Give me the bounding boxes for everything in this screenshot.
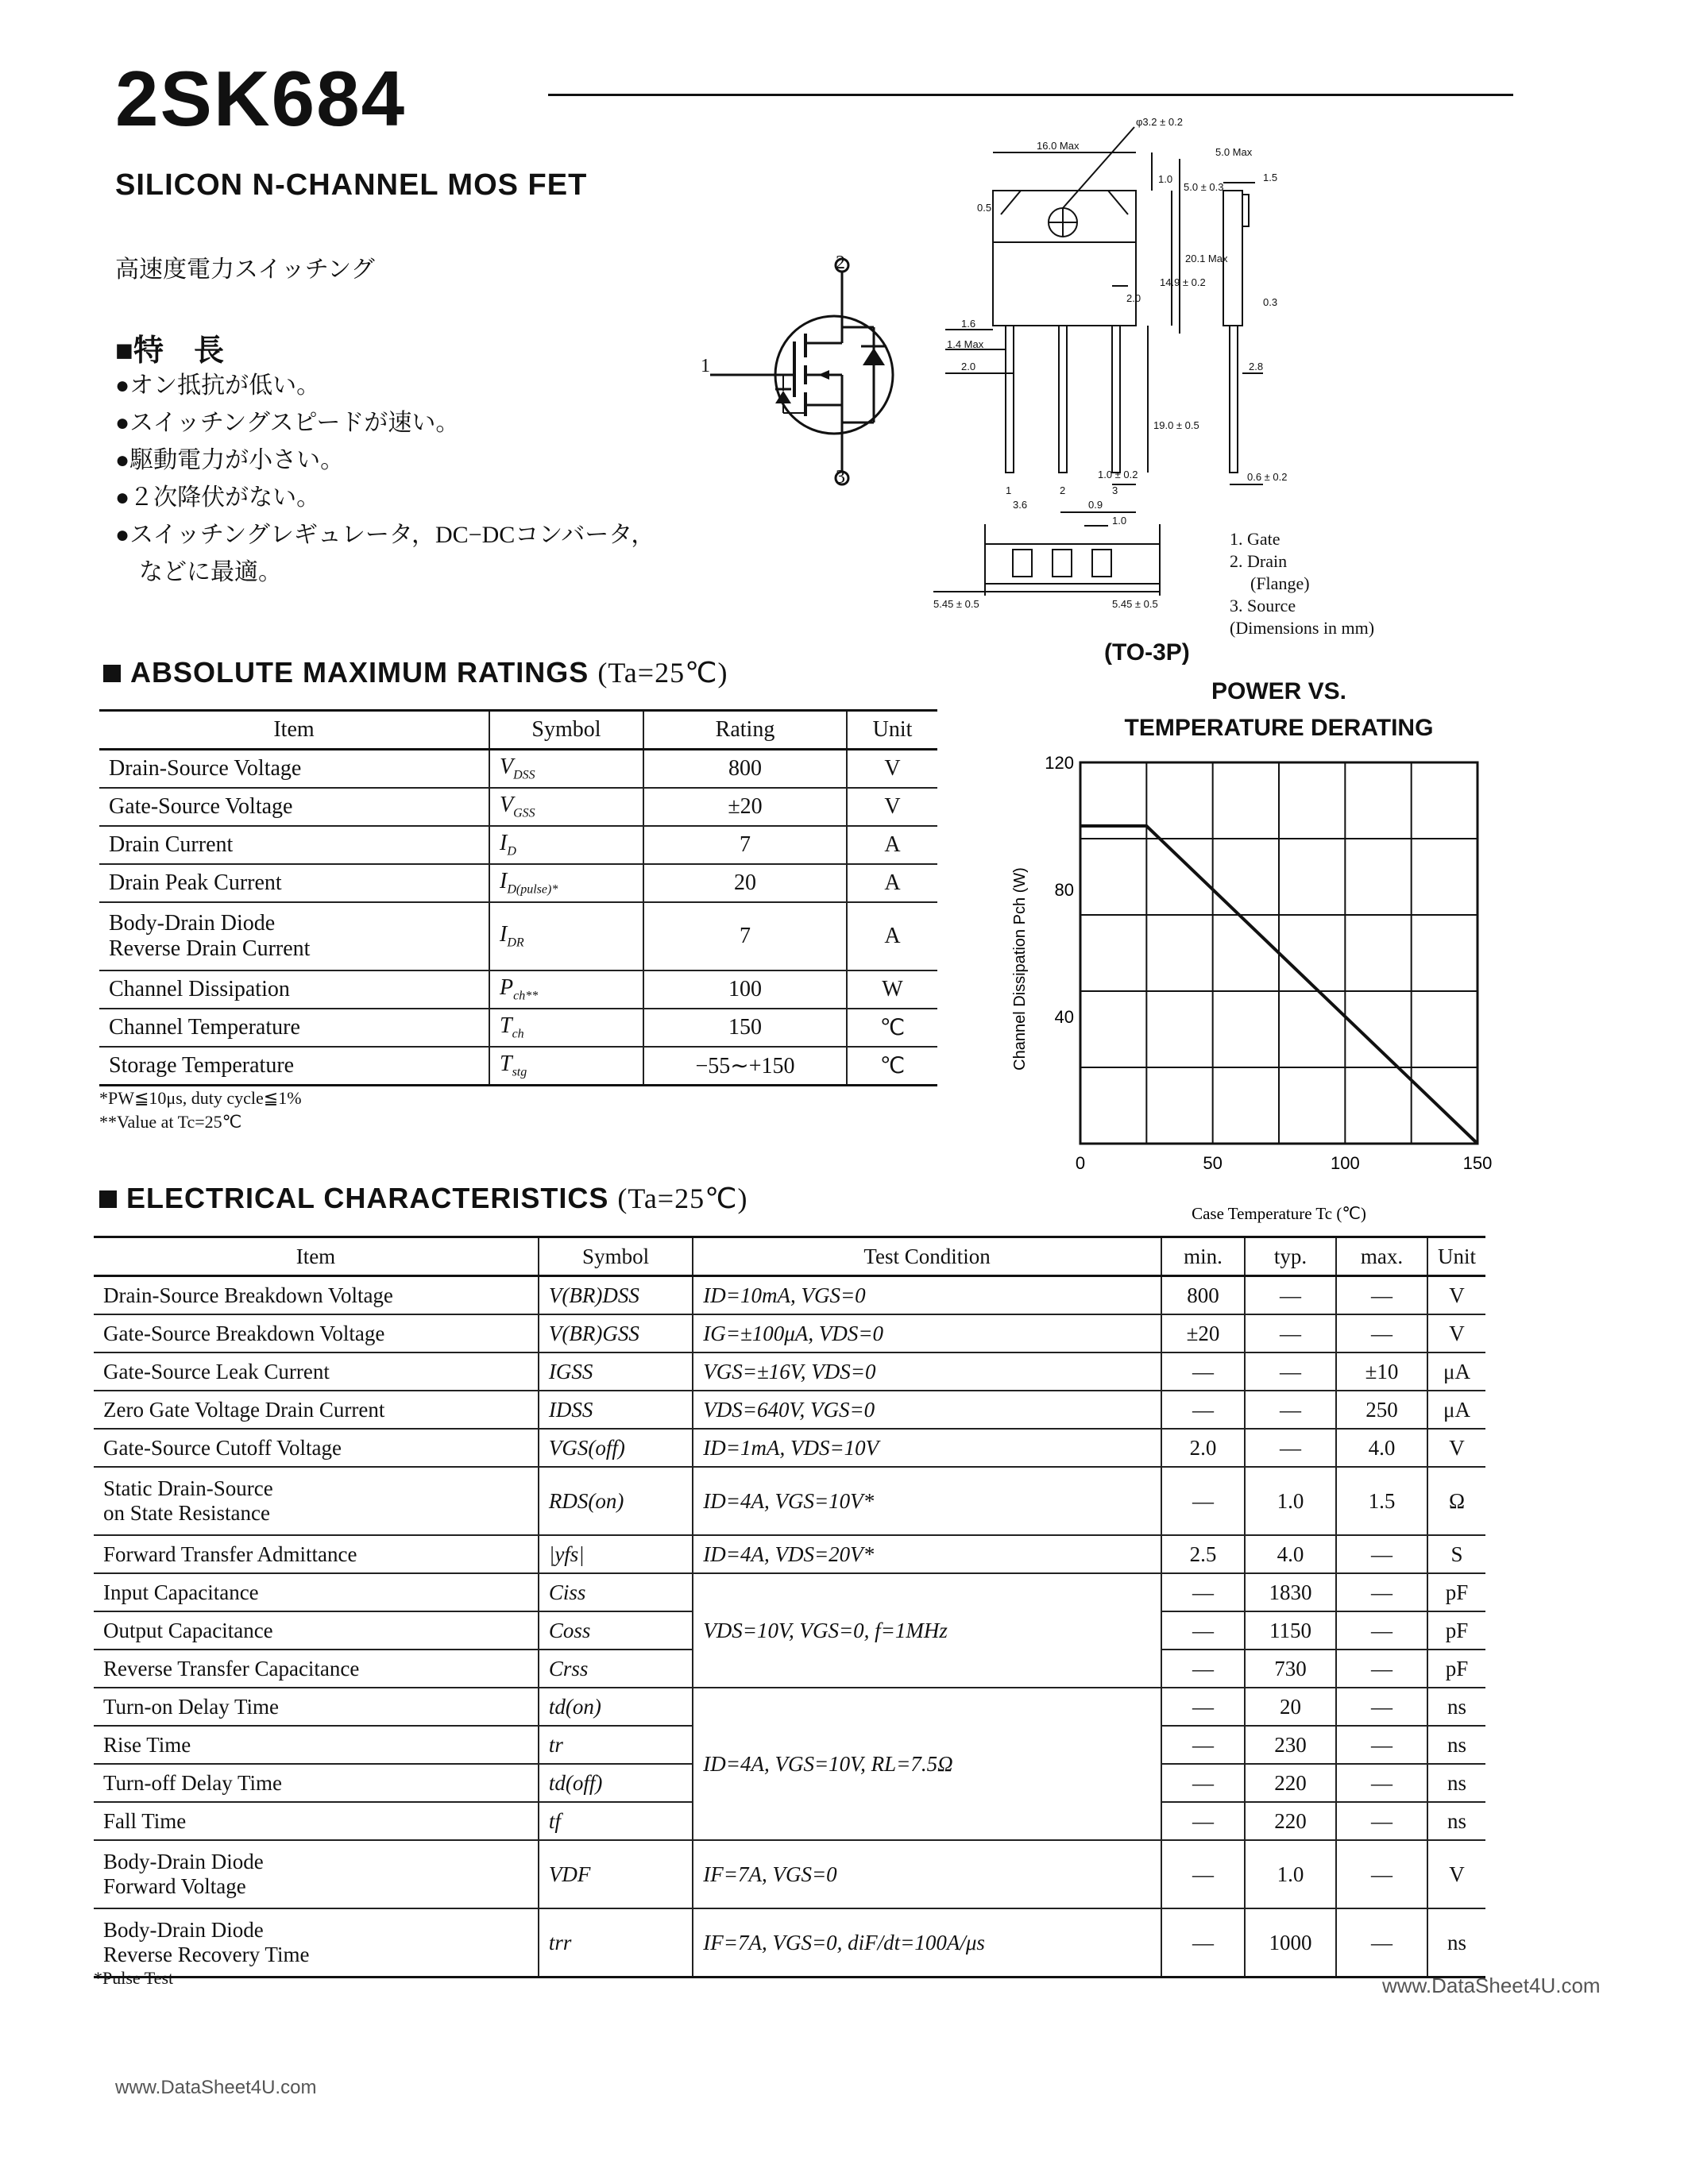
item-cell: Fall Time [94, 1802, 539, 1840]
dim-label: 2 [1060, 484, 1066, 496]
item-cell: Input Capacitance [94, 1573, 539, 1611]
abs-max-row [99, 902, 937, 970]
x-tick-label: 150 [1462, 1153, 1493, 1173]
abs-max-row [99, 788, 937, 826]
symbol-cell: VGS(off) [539, 1429, 693, 1467]
unit-cell: A [847, 902, 937, 970]
item-cell: Body-Drain Diode Reverse Recovery Time [94, 1908, 539, 1978]
elec-table [94, 1236, 1485, 1978]
col-header: Item [94, 1237, 539, 1276]
symbol-cell: |yfs| [539, 1535, 693, 1573]
pin-label: 2. Drain [1230, 551, 1288, 571]
unit-cell: pF [1427, 1650, 1485, 1688]
min-cell: — [1161, 1650, 1245, 1688]
abs-max-row [99, 826, 937, 864]
unit-cell: pF [1427, 1611, 1485, 1650]
symbol-cell: V(BR)DSS [539, 1276, 693, 1315]
col-header: Symbol [489, 711, 643, 750]
max-cell: 1.5 [1336, 1467, 1427, 1535]
symbol-cell: td(on) [539, 1688, 693, 1726]
unit-cell: μA [1427, 1391, 1485, 1429]
unit-cell: Ω [1427, 1467, 1485, 1535]
item-cell: Drain-Source Breakdown Voltage [94, 1276, 539, 1315]
typ-cell: 220 [1245, 1764, 1336, 1802]
typ-cell: 1830 [1245, 1573, 1336, 1611]
unit-cell: ℃ [847, 1009, 937, 1047]
rating-cell: 150 [643, 1009, 847, 1047]
condition-cell: ID=10mA, VGS=0 [693, 1276, 1161, 1315]
unit-cell: V [847, 788, 937, 826]
title-rule [548, 94, 1513, 96]
item-cell: Rise Time [94, 1726, 539, 1764]
symbol-cell: V(BR)GSS [539, 1314, 693, 1352]
condition-cell: IF=7A, VGS=0 [693, 1840, 1161, 1908]
unit-cell: ns [1427, 1688, 1485, 1726]
pin-label: 1. Gate [1230, 529, 1280, 549]
unit-cell: pF [1427, 1573, 1485, 1611]
condition-cell: VDS=10V, VGS=0, f=1MHz [693, 1573, 1161, 1688]
abs-max-heading: ABSOLUTE MAXIMUM RATINGS (Ta=25℃) [103, 656, 728, 689]
typ-cell: 20 [1245, 1688, 1336, 1726]
chart-title [1096, 673, 1462, 747]
pulse-test-note: *Pulse Test [94, 1968, 174, 1988]
unit-cell: V [847, 750, 937, 789]
dim-label: 1.0 [1112, 515, 1127, 527]
item-cell: Gate-Source Leak Current [94, 1352, 539, 1391]
dim-label: 1.4 Max [947, 338, 984, 350]
typ-cell: 1000 [1245, 1908, 1336, 1978]
condition-cell: ID=1mA, VDS=10V [693, 1429, 1161, 1467]
elec-row [94, 1840, 1485, 1908]
x-axis-label: Case Temperature Tc (℃) [1192, 1204, 1366, 1223]
abs-max-row [99, 864, 937, 902]
abs-max-notes [99, 1086, 302, 1134]
min-cell: 2.5 [1161, 1535, 1245, 1573]
symbol-cell: Ciss [539, 1573, 693, 1611]
dim-label: 20.1 Max [1185, 253, 1228, 264]
symbol-cell: RDS(on) [539, 1467, 693, 1535]
col-header: Rating [643, 711, 847, 750]
col-header: Unit [847, 711, 937, 750]
min-cell: 2.0 [1161, 1429, 1245, 1467]
max-cell: — [1336, 1908, 1427, 1978]
package-name: (TO-3P) [1104, 639, 1190, 666]
item-cell: Body-Drain Diode Reverse Drain Current [99, 902, 489, 970]
dim-label: 0.6 ± 0.2 [1247, 471, 1288, 483]
elec-row [94, 1276, 1485, 1315]
symbol-cell: tf [539, 1802, 693, 1840]
typ-cell: 4.0 [1245, 1535, 1336, 1573]
pin-1-label: 1 [701, 356, 710, 376]
part-number: 2SK684 [115, 55, 407, 142]
unit-cell: W [847, 970, 937, 1009]
typ-cell: — [1245, 1429, 1336, 1467]
item-cell: Turn-off Delay Time [94, 1764, 539, 1802]
dim-label: 19.0 ± 0.5 [1153, 419, 1199, 431]
item-cell: Static Drain-Source on State Resistance [94, 1467, 539, 1535]
typ-cell: 1150 [1245, 1611, 1336, 1650]
dim-label: 2.8 [1249, 361, 1264, 372]
col-header: Symbol [539, 1237, 693, 1276]
item-cell: Drain-Source Voltage [99, 750, 489, 789]
pin-label: (Flange) [1250, 573, 1310, 593]
max-cell: — [1336, 1611, 1427, 1650]
elec-row [94, 1688, 1485, 1726]
unit-cell: ns [1427, 1726, 1485, 1764]
abs-max-row [99, 1047, 937, 1086]
features-heading: ■特 長 [115, 334, 224, 368]
dim-label: 0.5 [977, 202, 992, 214]
symbol-cell: $T_{ch}$ [489, 1009, 643, 1047]
rating-cell: 800 [643, 750, 847, 789]
watermark-url[interactable]: www.DataSheet4U.com [1382, 1974, 1601, 1997]
abs-max-table [99, 709, 937, 1086]
condition-cell: IG=±100μA, VDS=0 [693, 1314, 1161, 1352]
col-header: max. [1336, 1237, 1427, 1276]
abs-max-row [99, 1009, 937, 1047]
symbol-cell: td(off) [539, 1764, 693, 1802]
min-cell: — [1161, 1726, 1245, 1764]
dim-label: 5.0 Max [1215, 146, 1253, 158]
condition-cell: ID=4A, VGS=10V, RL=7.5Ω [693, 1688, 1161, 1840]
elec-row [94, 1467, 1485, 1535]
max-cell: 250 [1336, 1391, 1427, 1429]
max-cell: ±10 [1336, 1352, 1427, 1391]
elec-row [94, 1908, 1485, 1978]
rating-cell: 7 [643, 826, 847, 864]
bullet-square-icon [103, 665, 121, 682]
pin-3-label: 3 [836, 467, 845, 488]
min-cell: — [1161, 1840, 1245, 1908]
min-cell: — [1161, 1908, 1245, 1978]
feature-item: ●オン抵抗が低い。 [115, 372, 321, 399]
dim-label: 1.6 [961, 318, 976, 330]
max-cell: 4.0 [1336, 1429, 1427, 1467]
y-tick-label: 80 [1054, 880, 1074, 900]
min-cell: 800 [1161, 1276, 1245, 1315]
symbol-cell: $T_{stg}$ [489, 1047, 643, 1086]
item-cell: Drain Peak Current [99, 864, 489, 902]
unit-cell: ns [1427, 1764, 1485, 1802]
col-header: typ. [1245, 1237, 1336, 1276]
feature-item: ●スイッチングレギュレータ，DC−DCコンバータ， [115, 522, 655, 548]
y-axis-label: Channel Dissipation Pch (W) [1011, 867, 1029, 1071]
condition-cell: ID=4A, VDS=20V* [693, 1535, 1161, 1573]
max-cell: — [1336, 1573, 1427, 1611]
dim-label: 2.0 [961, 361, 976, 372]
y-tick-label: 120 [1045, 753, 1074, 773]
elec-row [94, 1352, 1485, 1391]
dim-label: 3 [1112, 484, 1118, 496]
symbol-cell: Crss [539, 1650, 693, 1688]
rating-cell: −55∼+150 [643, 1047, 847, 1086]
max-cell: — [1336, 1840, 1427, 1908]
dim-label: 1 [1006, 484, 1012, 496]
dim-label: 2.0 [1126, 292, 1141, 304]
rating-cell: 7 [643, 902, 847, 970]
symbol-cell: $I_{D(pulse)*}$ [489, 864, 643, 902]
elec-row [94, 1391, 1485, 1429]
dim-label: 16.0 Max [1037, 140, 1080, 152]
dim-label: 0.3 [1263, 296, 1278, 308]
chart-title-line: TEMPERATURE DERATING [1124, 715, 1434, 741]
symbol-cell: trr [539, 1908, 693, 1978]
min-cell: ±20 [1161, 1314, 1245, 1352]
item-cell: Body-Drain Diode Forward Voltage [94, 1840, 539, 1908]
max-cell: — [1336, 1314, 1427, 1352]
max-cell: — [1336, 1535, 1427, 1573]
item-cell: Forward Transfer Admittance [94, 1535, 539, 1573]
typ-cell: 730 [1245, 1650, 1336, 1688]
derating-chart [985, 739, 1493, 1231]
typ-cell: — [1245, 1276, 1336, 1315]
min-cell: — [1161, 1467, 1245, 1535]
rating-cell: ±20 [643, 788, 847, 826]
features-list [115, 367, 655, 591]
footer-url[interactable]: www.DataSheet4U.com [115, 2077, 317, 2098]
dim-label: 3.6 [1013, 499, 1028, 511]
dim-label: 14.9 ± 0.2 [1160, 276, 1206, 288]
min-cell: — [1161, 1611, 1245, 1650]
dim-label: φ3.2 ± 0.2 [1136, 116, 1183, 128]
min-cell: — [1161, 1688, 1245, 1726]
dim-label: 5.45 ± 0.5 [1112, 598, 1158, 610]
elec-row [94, 1314, 1485, 1352]
bullet-square-icon [99, 1190, 117, 1208]
max-cell: — [1336, 1764, 1427, 1802]
feature-item: などに最適。 [115, 559, 282, 585]
x-tick-label: 50 [1203, 1153, 1223, 1173]
typ-cell: — [1245, 1314, 1336, 1352]
dim-label: 0.9 [1088, 499, 1103, 511]
dim-label: 1.0 [1158, 173, 1173, 185]
pin-label: (Dimensions in mm) [1230, 618, 1375, 638]
jp-subtitle: 高速度電力スイッチング [115, 257, 375, 283]
pin-label: 3. Source [1230, 596, 1296, 615]
dim-label: 5.45 ± 0.5 [933, 598, 979, 610]
max-cell: — [1336, 1802, 1427, 1840]
item-cell: Gate-Source Voltage [99, 788, 489, 826]
min-cell: — [1161, 1764, 1245, 1802]
item-cell: Gate-Source Cutoff Voltage [94, 1429, 539, 1467]
col-header: Item [99, 711, 489, 750]
rating-cell: 20 [643, 864, 847, 902]
symbol-cell: IGSS [539, 1352, 693, 1391]
typ-cell: 1.0 [1245, 1840, 1336, 1908]
condition-cell: VDS=640V, VGS=0 [693, 1391, 1161, 1429]
chart-title-line: POWER VS. [1211, 678, 1347, 704]
item-cell: Output Capacitance [94, 1611, 539, 1650]
item-cell: Channel Temperature [99, 1009, 489, 1047]
typ-cell: 220 [1245, 1802, 1336, 1840]
condition-cell: IF=7A, VGS=0, diF/dt=100A/μs [693, 1908, 1161, 1978]
dim-label: 1.5 [1263, 172, 1278, 183]
symbol-cell: $I_D$ [489, 826, 643, 864]
item-cell: Zero Gate Voltage Drain Current [94, 1391, 539, 1429]
elec-row [94, 1429, 1485, 1467]
condition-cell: VGS=±16V, VDS=0 [693, 1352, 1161, 1391]
unit-cell: A [847, 826, 937, 864]
unit-cell: A [847, 864, 937, 902]
max-cell: — [1336, 1726, 1427, 1764]
min-cell: — [1161, 1573, 1245, 1611]
symbol-cell: $V_{GSS}$ [489, 788, 643, 826]
symbol-cell: $P_{ch**}$ [489, 970, 643, 1009]
max-cell: — [1336, 1276, 1427, 1315]
condition-cell: ID=4A, VGS=10V* [693, 1467, 1161, 1535]
unit-cell: V [1427, 1276, 1485, 1315]
item-cell: Channel Dissipation [99, 970, 489, 1009]
footnote: *PW≦10μs, duty cycle≦1% [99, 1088, 302, 1108]
min-cell: — [1161, 1802, 1245, 1840]
device-subtitle: SILICON N-CHANNEL MOS FET [115, 168, 588, 202]
max-cell: — [1336, 1650, 1427, 1688]
abs-max-row [99, 970, 937, 1009]
feature-item: ●スイッチングスピードが速い。 [115, 410, 460, 436]
item-cell: Gate-Source Breakdown Voltage [94, 1314, 539, 1352]
col-header: min. [1161, 1237, 1245, 1276]
abs-max-row [99, 750, 937, 789]
symbol-cell: $V_{DSS}$ [489, 750, 643, 789]
elec-row [94, 1573, 1485, 1611]
min-cell: — [1161, 1352, 1245, 1391]
item-cell: Storage Temperature [99, 1047, 489, 1086]
unit-cell: μA [1427, 1352, 1485, 1391]
unit-cell: V [1427, 1314, 1485, 1352]
symbol-cell: tr [539, 1726, 693, 1764]
unit-cell: S [1427, 1535, 1485, 1573]
pin-2-label: 2 [836, 253, 845, 273]
col-header: Unit [1427, 1237, 1485, 1276]
symbol-cell: IDSS [539, 1391, 693, 1429]
rating-cell: 100 [643, 970, 847, 1009]
col-header: Test Condition [693, 1237, 1161, 1276]
footnote: **Value at Tc=25℃ [99, 1112, 242, 1132]
typ-cell: 1.0 [1245, 1467, 1336, 1535]
unit-cell: V [1427, 1429, 1485, 1467]
unit-cell: V [1427, 1840, 1485, 1908]
typ-cell: — [1245, 1391, 1336, 1429]
min-cell: — [1161, 1391, 1245, 1429]
unit-cell: ns [1427, 1802, 1485, 1840]
unit-cell: ns [1427, 1908, 1485, 1978]
symbol-cell: $I_{DR}$ [489, 902, 643, 970]
x-tick-label: 100 [1330, 1153, 1360, 1173]
dim-label: 5.0 ± 0.3 [1184, 181, 1224, 193]
package-pin-labels [1230, 528, 1374, 639]
dim-label: 1.0 ± 0.2 [1098, 469, 1138, 480]
item-cell: Reverse Transfer Capacitance [94, 1650, 539, 1688]
max-cell: — [1336, 1688, 1427, 1726]
y-tick-label: 40 [1054, 1007, 1074, 1027]
typ-cell: — [1245, 1352, 1336, 1391]
mosfet-symbol [699, 254, 906, 492]
feature-item: ●駆動電力が小さい。 [115, 447, 345, 473]
elec-heading: ELECTRICAL CHARACTERISTICS (Ta=25℃) [99, 1182, 748, 1215]
feature-item: ●２次降伏がない。 [115, 484, 321, 511]
item-cell: Drain Current [99, 826, 489, 864]
item-cell: Turn-on Delay Time [94, 1688, 539, 1726]
elec-row [94, 1535, 1485, 1573]
typ-cell: 230 [1245, 1726, 1336, 1764]
symbol-cell: VDF [539, 1840, 693, 1908]
unit-cell: ℃ [847, 1047, 937, 1086]
x-tick-label: 0 [1075, 1153, 1086, 1173]
symbol-cell: Coss [539, 1611, 693, 1650]
